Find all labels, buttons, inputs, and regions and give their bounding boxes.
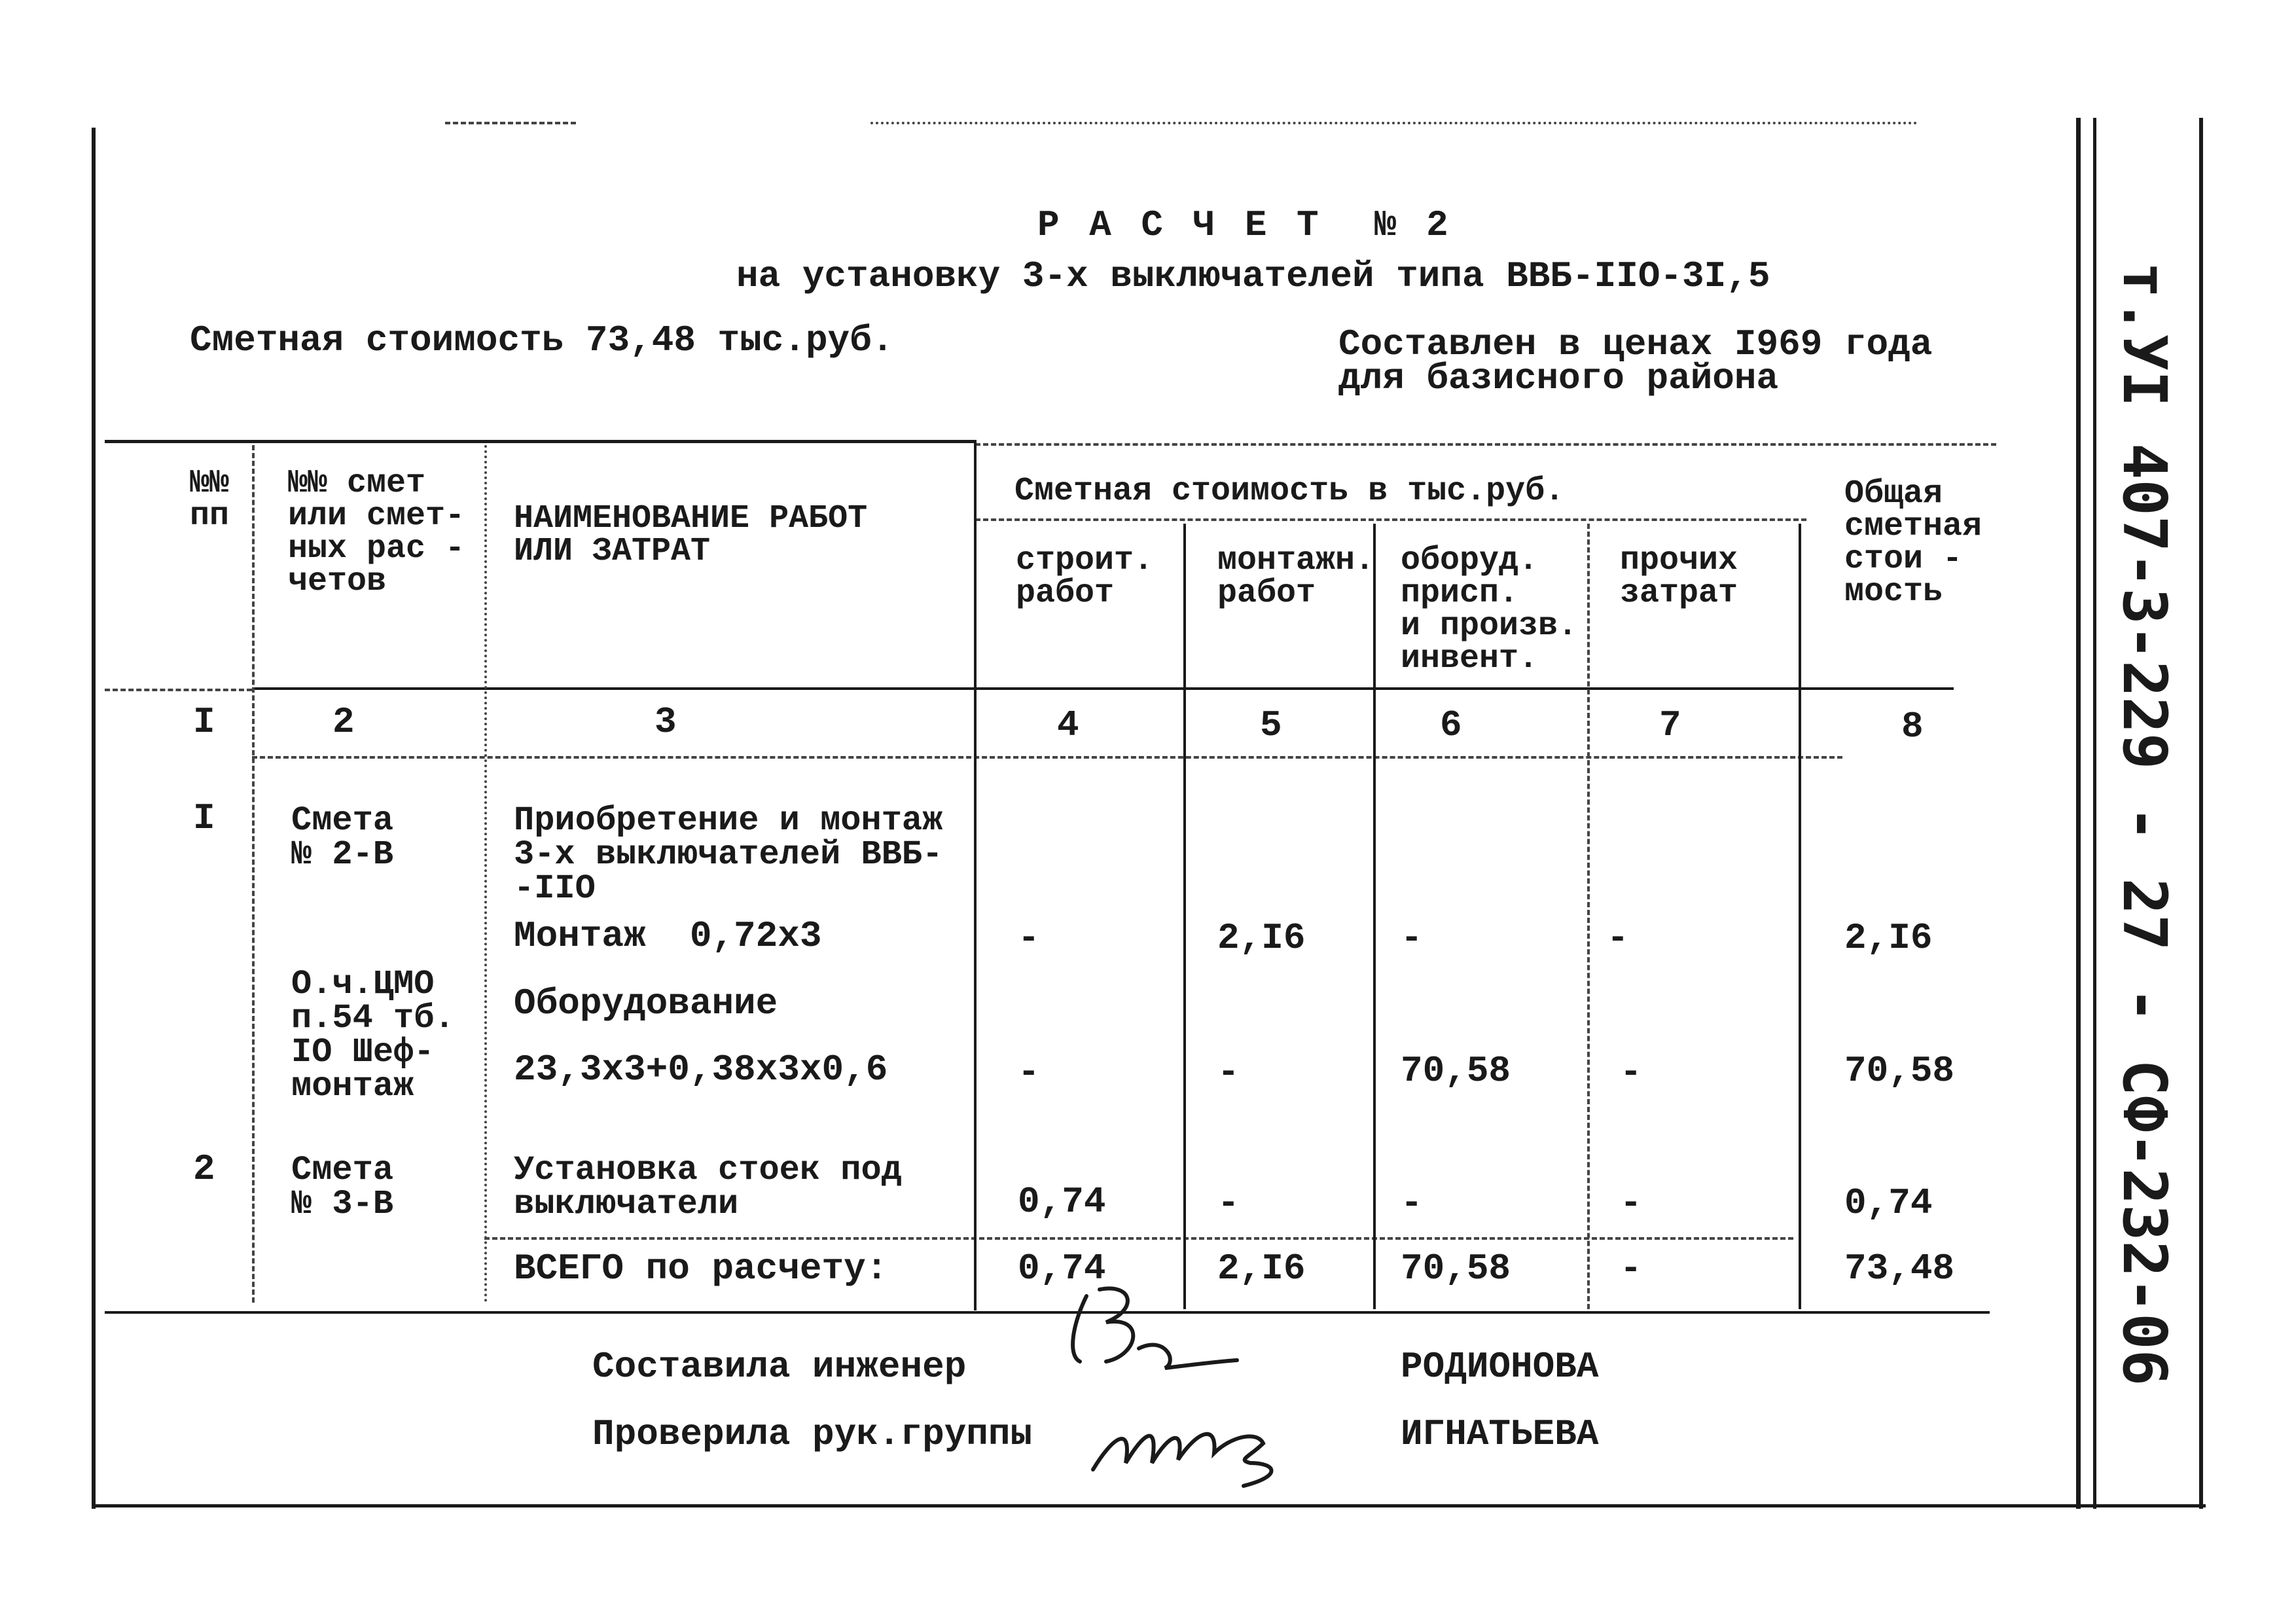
row1a-construction: -: [1018, 917, 1040, 959]
row1a-equipment: -: [1401, 917, 1423, 959]
row2-name: Установка стоек под выключатели: [514, 1151, 902, 1223]
row1b-other: -: [1620, 1051, 1642, 1093]
row1b-name: Оборудование: [514, 983, 778, 1024]
row1b-estimate-ref: О.ч.ЦМО п.54 тб. IО Шеф- монтаж: [291, 965, 455, 1106]
document-title: Р А С Ч Е Т № 2: [1037, 204, 1452, 246]
col-divider-1: [252, 445, 255, 1303]
col-header-7: прочих затрат: [1620, 542, 1738, 612]
row2-total: 0,74: [1844, 1182, 1933, 1224]
row1b-construction: -: [1018, 1051, 1040, 1093]
document-subtitle: на установку 3-х выключателей типа ВВБ-IIО-3I,5: [736, 255, 1770, 297]
checked-by-label: Проверила рук.группы: [592, 1413, 1033, 1455]
total-installation: 2,I6: [1217, 1248, 1306, 1290]
col-number-7: 7: [1659, 704, 1681, 746]
group-header-line: [975, 518, 1806, 521]
row1b-installation: -: [1217, 1051, 1240, 1093]
col-number-1: I: [193, 701, 215, 743]
colnum-bottom-line: [252, 756, 1842, 759]
row2-other: -: [1620, 1182, 1642, 1224]
row1a-name: Монтаж 0,72х3: [514, 915, 822, 957]
frame-bottom-line: [92, 1504, 2206, 1507]
row2-estimate-ref: Смета № 3-В: [291, 1151, 394, 1223]
col-number-6: 6: [1440, 704, 1462, 746]
top-scan-mark: [445, 122, 576, 124]
total-grand: 73,48: [1844, 1248, 1955, 1290]
col-header-6: оборуд. присп. и произв. инвент.: [1401, 542, 1578, 677]
col-header-8: Общая сметная стои - мость: [1844, 475, 1982, 611]
row2-equipment: -: [1401, 1182, 1423, 1224]
compiled-by-label: Составила инженер: [592, 1346, 967, 1388]
table-top-line-right: [975, 443, 1996, 446]
col-header-group: Сметная стоимость в тыс.руб.: [1014, 473, 1565, 510]
col-header-4: строит. работ: [1016, 542, 1154, 612]
total-other: -: [1620, 1248, 1642, 1290]
col-number-3: 3: [655, 701, 677, 743]
frame-right-line-inner: [2093, 118, 2096, 1509]
frame-right-edge: [2199, 118, 2203, 1509]
prices-basis-line2: для базисного района: [1338, 357, 1779, 399]
col-header-2: №№ смет или смет- ных рас - четов: [288, 465, 465, 600]
col-number-5: 5: [1260, 704, 1282, 746]
total-label: ВСЕГО по расчету:: [514, 1248, 888, 1290]
col-divider-4: [1183, 524, 1186, 1309]
total-top-line: [484, 1237, 1793, 1240]
col-divider-7: [1799, 524, 1801, 1309]
prices-basis-line1: Составлен в ценах I969 года: [1338, 323, 1933, 365]
col-divider-2: [484, 445, 487, 1303]
row1b-total: 70,58: [1844, 1050, 1955, 1092]
row2-number: 2: [193, 1148, 215, 1190]
checked-by-name: ИГНАТЬЕВА: [1401, 1413, 1599, 1455]
col-divider-6: [1587, 524, 1590, 1309]
total-construction: 0,74: [1018, 1248, 1106, 1290]
total-equipment: 70,58: [1401, 1248, 1511, 1290]
col-header-1: №№ пп: [190, 465, 230, 535]
table-bottom-line: [105, 1311, 1990, 1314]
col-header-5: монтажн. работ: [1217, 542, 1375, 612]
row2-installation: -: [1217, 1182, 1240, 1224]
side-stamp-code: т.УI 407-3-229 - 27 - СФ-232-06: [2109, 262, 2179, 1386]
row1-estimate-ref: Смета № 2-В: [291, 801, 394, 874]
top-scan-mark-2: [870, 122, 1918, 124]
col-divider-3: [974, 440, 977, 1310]
estimate-cost: Сметная стоимость 73,48 тыс.руб.: [190, 319, 894, 361]
row2-construction: 0,74: [1018, 1181, 1106, 1223]
row1a-total: 2,I6: [1844, 917, 1933, 959]
col-number-4: 4: [1057, 704, 1079, 746]
frame-right-line-outer: [2076, 118, 2081, 1509]
header-bottom-line-left: [105, 689, 252, 691]
signature-checked: [1086, 1398, 1302, 1489]
col-number-2: 2: [332, 701, 355, 743]
frame-left-line: [92, 128, 96, 1509]
col-number-8: 8: [1901, 706, 1924, 748]
col-header-3: НАИМЕНОВАНИЕ РАБОТ ИЛИ ЗАТРАТ: [514, 500, 868, 570]
col-divider-5: [1373, 524, 1376, 1309]
row1b-formula: 23,3х3+0,38х3х0,6: [514, 1049, 888, 1091]
row1-number: I: [193, 797, 215, 839]
row1b-equipment: 70,58: [1401, 1050, 1511, 1092]
table-top-line: [105, 440, 975, 443]
compiled-by-name: РОДИОНОВА: [1401, 1346, 1599, 1388]
row1a-other: -: [1607, 917, 1629, 959]
row1a-installation: 2,I6: [1217, 917, 1306, 959]
row1-title: Приобретение и монтаж 3-х выключателей ВВБ- -IIО: [514, 801, 943, 908]
header-bottom-line: [252, 687, 1954, 690]
signature-compiled: [1060, 1283, 1257, 1394]
